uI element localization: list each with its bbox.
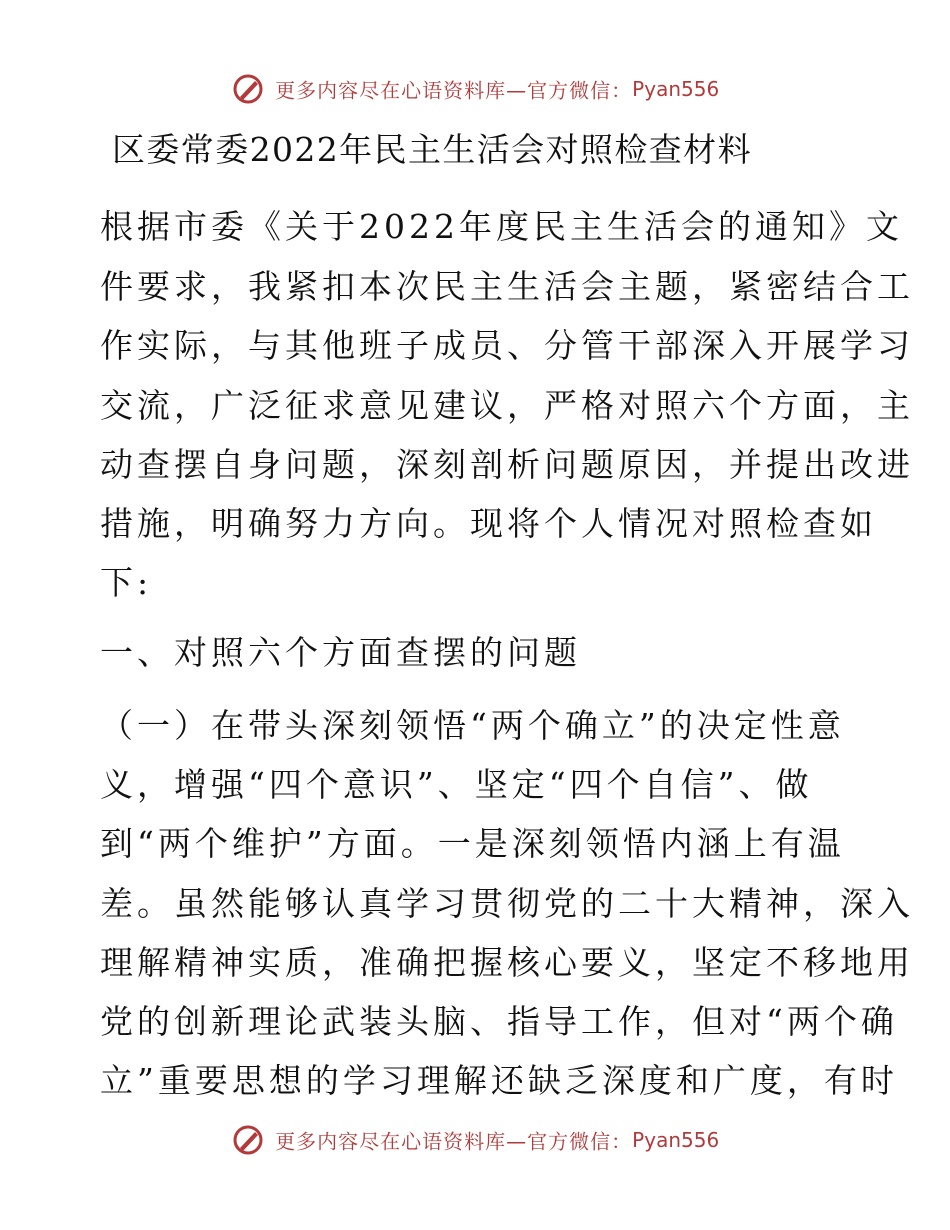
watermark-bottom [0,1123,950,1157]
pen-logo-icon [231,72,265,106]
body-line: 交流，广泛征求意见建议，严格对照六个方面，主 [100,386,914,425]
watermark-text: 更多内容尽在心语资料库—官方微信： [275,1129,633,1154]
body-line: （一）在带头深刻领悟“两个确立”的决定性意 [100,706,845,745]
watermark-wechat-id: Pyan556 [632,77,720,101]
body-line: 到“两个维护”方面。一是深刻领悟内涵上有温 [100,824,845,863]
body-line: 差。虽然能够认真学习贯彻党的二十大精神，深入 [100,884,914,923]
section-heading: 一、对照六个方面查摆的问题 [100,633,581,672]
pen-logo-icon [231,1123,265,1157]
body-line: 党的创新理论武装头脑、指导工作，但对“两个确 [100,1002,898,1041]
watermark-text: 更多内容尽在心语资料库—官方微信： [275,78,633,103]
body-line: 理解精神实质，准确把握核心要义，坚定不移地用 [100,943,914,982]
watermark-top [0,72,950,106]
body-line: 根据市委《关于2022年度民主生活会的通知》文 [100,207,903,246]
body-line: 作实际，与其他班子成员、分管干部深入开展学习 [100,326,914,365]
document-title: 区委常委2022年民主生活会对照检查材料 [112,130,752,169]
watermark-wechat-id: Pyan556 [632,1128,720,1152]
body-line: 下: [100,563,153,602]
body-line: 义，增强“四个意识”、坚定“四个自信”、做 [100,765,813,804]
body-line: 件要求，我紧扣本次民主生活会主题，紧密结合工 [100,267,914,306]
body-line: 立”重要思想的学习理解还缺乏深度和广度，有时 [100,1061,898,1100]
body-line: 动查摆自身问题，深刻剖析问题原因，并提出改进 [100,445,914,484]
body-line: 措施，明确努力方向。现将个人情况对照检查如 [100,504,877,543]
